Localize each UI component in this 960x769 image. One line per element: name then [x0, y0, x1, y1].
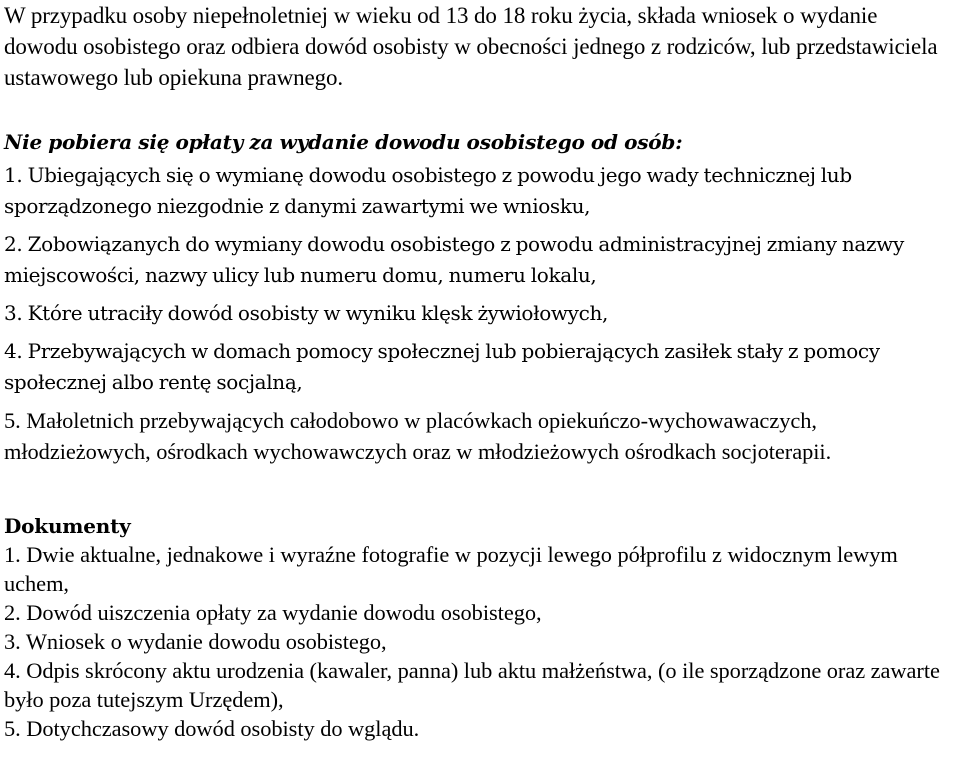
exemption-item: 1. Ubiegających się o wymianę dowodu osobistego z powodu jego wady technicznej lub sporządzonego niezgodnie z danymi zawartymi we wniosku,	[4, 163, 852, 218]
document-item: 5. Dotychczasowy dowód osobisty do wglądu.	[4, 716, 420, 741]
exemption-item: 2. Zobowiązanych do wymiany dowodu osobistego z powodu administracyjnej zmiany nazwy miejscowości, nazwy ulicy lub numeru domu, numeru lokalu,	[4, 232, 904, 287]
exemption-item: 3. Które utraciły dowód osobisty w wyniku klęsk żywiołowych,	[4, 301, 609, 325]
intro-paragraph: W przypadku osoby niepełnoletniej w wieku od 13 do 18 roku życia, składa wniosek o wydanie dowodu osobistego oraz odbiera dowód osobisty w obecności jednego z rodziców, lub przedstawiciela ustawowego lub opiekuna prawnego.	[4, 3, 938, 90]
document-item: 2. Dowód uiszczenia opłaty za wydanie dowodu osobistego,	[4, 600, 542, 625]
document-item: 4. Odpis skrócony aktu urodzenia (kawaler, panna) lub aktu małżeństwa, (o ile sporządzone oraz zawarte było poza tutejszym Urzędem),	[4, 658, 940, 712]
exemptions-list	[4, 160, 956, 467]
exemption-item: 4. Przebywających w domach pomocy społecznej lub pobierających zasiłek stały z pomocy społecznej albo rentę socjalną,	[4, 339, 880, 394]
documents-list	[4, 540, 956, 743]
document-item: 3. Wniosek o wydanie dowodu osobistego,	[4, 629, 387, 654]
documents-heading: Dokumenty	[4, 514, 131, 538]
document-item: 1. Dwie aktualne, jednakowe i wyraźne fotografie w pozycji lewego półprofilu z widocznym lewym uchem,	[4, 542, 898, 596]
exemption-item: 5. Małoletnich przebywających całodobowo w placówkach opiekuńczo-wychowawaczych, młodzieżowych, ośrodkach wychowawczych oraz w młodzieżowych ośrodkach socjoterapii.	[4, 408, 832, 464]
exemptions-heading: Nie pobiera się opłaty za wydanie dowodu osobistego od osób:	[4, 130, 683, 154]
